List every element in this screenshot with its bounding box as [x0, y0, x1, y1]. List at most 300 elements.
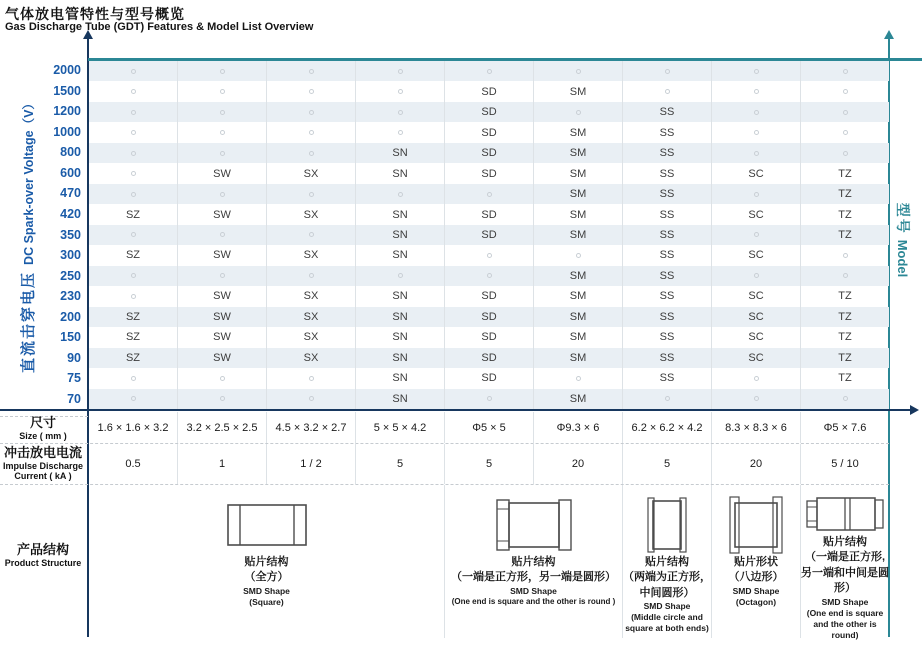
empty-dot-icon: [131, 232, 136, 237]
model-cell: SM: [534, 122, 623, 142]
empty-dot-icon: [131, 89, 136, 94]
structure-caption-en-sub: (One end is square and the other is round): [806, 607, 884, 640]
impulse-cell: 1 / 2: [267, 444, 356, 484]
model-cell: SN: [356, 348, 445, 368]
empty-dot-icon: [309, 376, 314, 381]
empty-cell: [89, 286, 178, 306]
voltage-tick-label: 800: [60, 145, 81, 160]
model-cell: SX: [267, 286, 356, 306]
model-cell: SM: [534, 348, 623, 368]
empty-cell: [89, 184, 178, 204]
smd-square-round-icon: [495, 495, 573, 555]
empty-dot-icon: [309, 89, 314, 94]
empty-dot-icon: [754, 110, 759, 115]
structure-cell-octagon: [712, 485, 801, 638]
empty-dot-icon: [309, 192, 314, 197]
model-cell: TZ: [838, 372, 852, 385]
model-cell: SW: [178, 286, 267, 306]
empty-dot-icon: [576, 253, 581, 258]
empty-cell: [712, 143, 801, 163]
model-cell: SD: [445, 307, 534, 327]
empty-dot-icon: [665, 69, 670, 74]
model-cell: SN: [356, 389, 445, 409]
empty-cell: [267, 122, 356, 142]
model-cell: SD: [445, 327, 534, 347]
empty-dot-icon: [220, 273, 225, 278]
empty-cell: [356, 184, 445, 204]
empty-cell: [534, 102, 623, 122]
model-cell: SN: [356, 204, 445, 224]
model-cell: SM: [534, 81, 623, 101]
empty-cell: [712, 266, 801, 286]
empty-dot-icon: [131, 294, 136, 299]
voltage-tick-labels: [0, 60, 84, 409]
empty-cell: [178, 102, 267, 122]
empty-dot-icon: [754, 232, 759, 237]
empty-cell: [801, 143, 889, 163]
model-cell: SX: [267, 348, 356, 368]
empty-cell: [89, 122, 178, 142]
structure-caption-zh: 贴片形状: [734, 556, 778, 568]
model-cell: SW: [178, 348, 267, 368]
model-cell: SS: [623, 163, 712, 183]
empty-dot-icon: [843, 151, 848, 156]
empty-dot-icon: [843, 110, 848, 115]
empty-cell: [89, 163, 178, 183]
impulse-row-label: 冲击放电电流 Impulse Discharge Current ( kA ): [2, 445, 84, 482]
smd-middle-circle-icon: [646, 495, 688, 555]
voltage-tick-label: 1200: [53, 104, 81, 119]
model-cell: SM: [534, 163, 623, 183]
empty-cell: [534, 61, 623, 81]
empty-dot-icon: [220, 89, 225, 94]
empty-dot-icon: [487, 273, 492, 278]
empty-dot-icon: [754, 69, 759, 74]
empty-dot-icon: [754, 151, 759, 156]
structure-caption-en: SMD Shape: [732, 585, 780, 596]
empty-dot-icon: [309, 273, 314, 278]
impulse-cell: 5: [356, 444, 445, 484]
empty-cell: [712, 184, 801, 204]
size-cell: 5 × 5 × 4.2: [356, 412, 445, 443]
empty-cell: [267, 368, 356, 388]
empty-dot-icon: [487, 69, 492, 74]
empty-dot-icon: [398, 110, 403, 115]
model-cell: SZ: [89, 348, 178, 368]
voltage-axis-title-zh: 直流击穿电压: [20, 270, 37, 373]
voltage-tick-label: 70: [67, 391, 81, 406]
structure-caption-en: SMD Shape: [643, 601, 691, 612]
structure-caption-zh-sub: （两端为正方形，中间圆形）: [623, 571, 711, 599]
empty-cell: [534, 368, 623, 388]
model-cell: SS: [623, 102, 712, 122]
voltage-tick-label: 300: [60, 248, 81, 263]
empty-dot-icon: [131, 69, 136, 74]
empty-dot-icon: [754, 376, 759, 381]
model-cell: SZ: [89, 327, 178, 347]
empty-cell: [623, 61, 712, 81]
model-cell: SS: [623, 204, 712, 224]
empty-dot-icon: [309, 232, 314, 237]
empty-cell: [801, 122, 889, 142]
grid-row: [89, 122, 889, 142]
empty-dot-icon: [220, 192, 225, 197]
model-axis-title-en: Model: [895, 239, 910, 278]
voltage-axis-arrow-icon: [83, 30, 93, 39]
empty-cell: [356, 81, 445, 101]
model-cell: SC: [712, 348, 801, 368]
grid-row: [89, 307, 889, 327]
grid-row: [89, 266, 889, 286]
model-cell: SX: [267, 327, 356, 347]
empty-cell: [89, 102, 178, 122]
model-cell: SM: [534, 225, 623, 245]
empty-dot-icon: [309, 130, 314, 135]
grid-row: [89, 225, 889, 245]
empty-dot-icon: [398, 69, 403, 74]
empty-cell: [178, 81, 267, 101]
empty-dot-icon: [754, 396, 759, 401]
empty-dot-icon: [220, 110, 225, 115]
model-cell: SC: [712, 327, 801, 347]
empty-dot-icon: [309, 151, 314, 156]
empty-dot-icon: [131, 273, 136, 278]
voltage-tick-label: 200: [60, 309, 81, 324]
structure-cell-square: [89, 485, 445, 638]
empty-cell: [445, 389, 534, 409]
structure-caption-en-sub: (One end is square and the other is round ): [451, 596, 616, 606]
grid-row: [89, 368, 889, 388]
model-cell: SX: [267, 307, 356, 327]
model-cell: SD: [445, 368, 534, 388]
empty-dot-icon: [220, 376, 225, 381]
empty-cell: [89, 143, 178, 163]
grid-row: [89, 143, 889, 163]
empty-cell: [267, 266, 356, 286]
page-subtitle: Gas Discharge Tube (GDT) Features & Model List Overview: [5, 21, 314, 33]
impulse-row: [89, 444, 889, 484]
structure-cell-square-round-middle: [801, 485, 889, 638]
empty-cell: [89, 389, 178, 409]
voltage-tick-label: 90: [67, 350, 81, 365]
model-cell: SS: [623, 225, 712, 245]
size-cell: Φ5 × 5: [445, 412, 534, 443]
empty-cell: [356, 61, 445, 81]
empty-cell: [356, 102, 445, 122]
size-row-label: 尺寸 Size ( mm ): [19, 415, 67, 441]
model-cell: SC: [712, 286, 801, 306]
empty-dot-icon: [131, 130, 136, 135]
empty-cell: [623, 389, 712, 409]
empty-cell: [801, 266, 889, 286]
empty-cell: [712, 102, 801, 122]
model-cell: TZ: [838, 290, 852, 303]
empty-cell: [267, 143, 356, 163]
model-cell: SD: [445, 143, 534, 163]
grid-row: [89, 61, 889, 81]
empty-dot-icon: [309, 69, 314, 74]
model-cell: TZ: [838, 310, 852, 323]
empty-cell: [178, 143, 267, 163]
voltage-axis-title-en: DC Spark-over Voltage（V）: [22, 97, 36, 265]
smd-octagon-icon: [726, 495, 786, 555]
voltage-tick-label: 230: [60, 289, 81, 304]
empty-dot-icon: [843, 130, 848, 135]
empty-cell: [534, 245, 623, 265]
model-cell: SS: [623, 143, 712, 163]
impulse-cell: 20: [712, 444, 801, 484]
empty-dot-icon: [220, 232, 225, 237]
model-cell: SM: [534, 389, 623, 409]
model-cell: TZ: [838, 208, 852, 221]
empty-dot-icon: [220, 396, 225, 401]
model-cell: SD: [445, 348, 534, 368]
empty-cell: [267, 225, 356, 245]
structure-cell-square-round: [445, 485, 623, 638]
empty-dot-icon: [309, 110, 314, 115]
structure-caption-zh: 贴片结构: [511, 556, 556, 568]
voltage-tick-label: 2000: [53, 63, 81, 78]
grid-row: [89, 163, 889, 183]
empty-dot-icon: [754, 130, 759, 135]
empty-dot-icon: [487, 192, 492, 197]
structure-caption-en-sub: (Middle circle and square at both ends): [625, 612, 709, 634]
model-cell: SS: [623, 327, 712, 347]
empty-cell: [712, 389, 801, 409]
empty-cell: [445, 266, 534, 286]
page-title: 气体放电管特性与型号概览: [5, 6, 185, 22]
model-cell: SD: [445, 163, 534, 183]
structure-caption-zh-sub: （一端是正方形,另一端和中间是圆形）: [801, 551, 889, 595]
model-cell: SW: [178, 245, 267, 265]
grid-row: [89, 204, 889, 224]
model-cell: SD: [445, 81, 534, 101]
model-cell: SS: [623, 368, 712, 388]
empty-dot-icon: [398, 273, 403, 278]
empty-cell: [712, 81, 801, 101]
impulse-cell: 20: [534, 444, 623, 484]
empty-dot-icon: [220, 130, 225, 135]
grid-row: [89, 389, 889, 409]
empty-cell: [267, 81, 356, 101]
structure-caption-en: SMD Shape: [510, 585, 557, 596]
size-row: [89, 412, 889, 443]
voltage-tick-label: 350: [60, 227, 81, 242]
model-cell: SN: [356, 368, 445, 388]
impulse-cell: 0.5: [89, 444, 178, 484]
empty-cell: [801, 61, 889, 81]
empty-cell: [712, 225, 801, 245]
impulse-cell: 5 / 10: [831, 458, 859, 470]
empty-dot-icon: [398, 192, 403, 197]
model-cell: SN: [356, 163, 445, 183]
empty-cell: [623, 81, 712, 101]
empty-dot-icon: [665, 89, 670, 94]
model-cell: SD: [445, 102, 534, 122]
model-cell: SW: [178, 307, 267, 327]
model-axis-title-zh: 型号: [895, 202, 911, 235]
empty-cell: [89, 61, 178, 81]
empty-dot-icon: [754, 192, 759, 197]
empty-dot-icon: [843, 89, 848, 94]
model-cell: SM: [534, 286, 623, 306]
empty-dot-icon: [309, 396, 314, 401]
model-cell: SS: [623, 266, 712, 286]
impulse-cell: 5: [623, 444, 712, 484]
structure-caption-zh-sub: （全方）: [244, 571, 289, 584]
model-cell: SS: [623, 348, 712, 368]
model-cell: SZ: [89, 307, 178, 327]
empty-dot-icon: [843, 69, 848, 74]
size-cell: 8.3 × 8.3 × 6: [712, 412, 801, 443]
empty-cell: [178, 389, 267, 409]
voltage-tick-label: 1000: [53, 124, 81, 139]
bottom-axis-arrow-icon: [910, 405, 919, 415]
impulse-cell: 5: [445, 444, 534, 484]
empty-dot-icon: [576, 69, 581, 74]
structure-row-label: 产品结构 Product Structure: [4, 542, 82, 568]
model-cell: SW: [178, 204, 267, 224]
empty-cell: [356, 122, 445, 142]
empty-cell: [178, 122, 267, 142]
model-cell: SM: [534, 307, 623, 327]
model-cell: SN: [356, 143, 445, 163]
empty-cell: [712, 368, 801, 388]
model-cell: SS: [623, 184, 712, 204]
grid-row: [89, 286, 889, 306]
model-cell: SC: [712, 163, 801, 183]
empty-cell: [267, 102, 356, 122]
empty-dot-icon: [754, 89, 759, 94]
empty-cell: [445, 61, 534, 81]
model-cell: TZ: [838, 167, 852, 180]
grid-row: [89, 348, 889, 368]
model-cell: SX: [267, 204, 356, 224]
empty-cell: [356, 266, 445, 286]
size-cell: 1.6 × 1.6 × 3.2: [89, 412, 178, 443]
voltage-tick-label: 420: [60, 206, 81, 221]
model-cell: SX: [267, 245, 356, 265]
model-cell: SD: [445, 122, 534, 142]
empty-cell: [89, 225, 178, 245]
grid-row: [89, 245, 889, 265]
empty-cell: [89, 368, 178, 388]
impulse-cell: 1: [178, 444, 267, 484]
structure-caption-en-sub: (Square): [249, 596, 284, 607]
structure-cell-middle-circle: [623, 485, 712, 638]
size-cell: 6.2 × 6.2 × 4.2: [623, 412, 712, 443]
model-cell: SC: [712, 204, 801, 224]
model-cell: TZ: [838, 351, 852, 364]
model-cell: SW: [178, 327, 267, 347]
model-cell: TZ: [838, 188, 852, 201]
grid-row: [89, 81, 889, 101]
empty-cell: [89, 81, 178, 101]
empty-cell: [801, 102, 889, 122]
voltage-tick-label: 1500: [53, 83, 81, 98]
model-cell: SM: [534, 327, 623, 347]
model-cell: TZ: [838, 228, 852, 241]
empty-cell: [801, 81, 889, 101]
empty-dot-icon: [220, 151, 225, 156]
bottom-axis-line: [0, 409, 912, 411]
voltage-tick-label: 600: [60, 165, 81, 180]
model-cell: SM: [534, 204, 623, 224]
voltage-tick-label: 250: [60, 268, 81, 283]
model-cell: SD: [445, 204, 534, 224]
gdt-model-matrix: [89, 61, 889, 409]
empty-cell: [89, 266, 178, 286]
model-cell: SS: [623, 286, 712, 306]
model-axis-arrow-icon: [884, 30, 894, 39]
smd-square-icon: [227, 495, 307, 555]
empty-cell: [801, 389, 889, 409]
empty-dot-icon: [576, 376, 581, 381]
empty-dot-icon: [487, 253, 492, 258]
model-cell: SN: [356, 327, 445, 347]
model-cell: SS: [623, 245, 712, 265]
model-cell: SC: [712, 307, 801, 327]
model-axis-title: [893, 180, 913, 300]
model-cell: SZ: [89, 204, 178, 224]
model-cell: SD: [445, 286, 534, 306]
structure-caption-en-sub: (Octagon): [735, 596, 777, 607]
model-cell: SM: [534, 184, 623, 204]
grid-row: [89, 327, 889, 347]
empty-cell: [178, 184, 267, 204]
model-cell: SW: [178, 163, 267, 183]
empty-dot-icon: [131, 151, 136, 156]
structure-caption-zh: 贴片结构: [244, 556, 289, 568]
model-cell: SN: [356, 286, 445, 306]
empty-dot-icon: [131, 376, 136, 381]
empty-dot-icon: [131, 192, 136, 197]
model-cell: SN: [356, 225, 445, 245]
model-cell: SX: [267, 163, 356, 183]
empty-dot-icon: [665, 396, 670, 401]
empty-cell: [178, 225, 267, 245]
model-cell: SM: [534, 266, 623, 286]
empty-cell: [267, 61, 356, 81]
empty-dot-icon: [131, 171, 136, 176]
empty-dot-icon: [398, 130, 403, 135]
empty-dot-icon: [754, 273, 759, 278]
size-cell: 3.2 × 2.5 × 2.5: [178, 412, 267, 443]
size-cell: 4.5 × 3.2 × 2.7: [267, 412, 356, 443]
model-cell: SM: [534, 143, 623, 163]
empty-dot-icon: [220, 69, 225, 74]
model-cell: SS: [623, 307, 712, 327]
structure-caption-en: SMD Shape: [243, 585, 290, 596]
empty-dot-icon: [843, 396, 848, 401]
grid-row: [89, 102, 889, 122]
structure-caption-zh: 贴片结构: [823, 536, 867, 548]
grid-row: [89, 184, 889, 204]
model-cell: SN: [356, 245, 445, 265]
empty-dot-icon: [576, 110, 581, 115]
voltage-tick-label: 75: [67, 371, 81, 386]
model-cell: SZ: [89, 245, 178, 265]
empty-cell: [712, 61, 801, 81]
empty-cell: [267, 184, 356, 204]
model-cell: SN: [356, 307, 445, 327]
model-cell: SD: [445, 225, 534, 245]
empty-dot-icon: [131, 396, 136, 401]
size-cell: Φ5 × 7.6: [823, 421, 867, 434]
empty-cell: [178, 368, 267, 388]
model-cell: TZ: [838, 331, 852, 344]
empty-dot-icon: [843, 253, 848, 258]
